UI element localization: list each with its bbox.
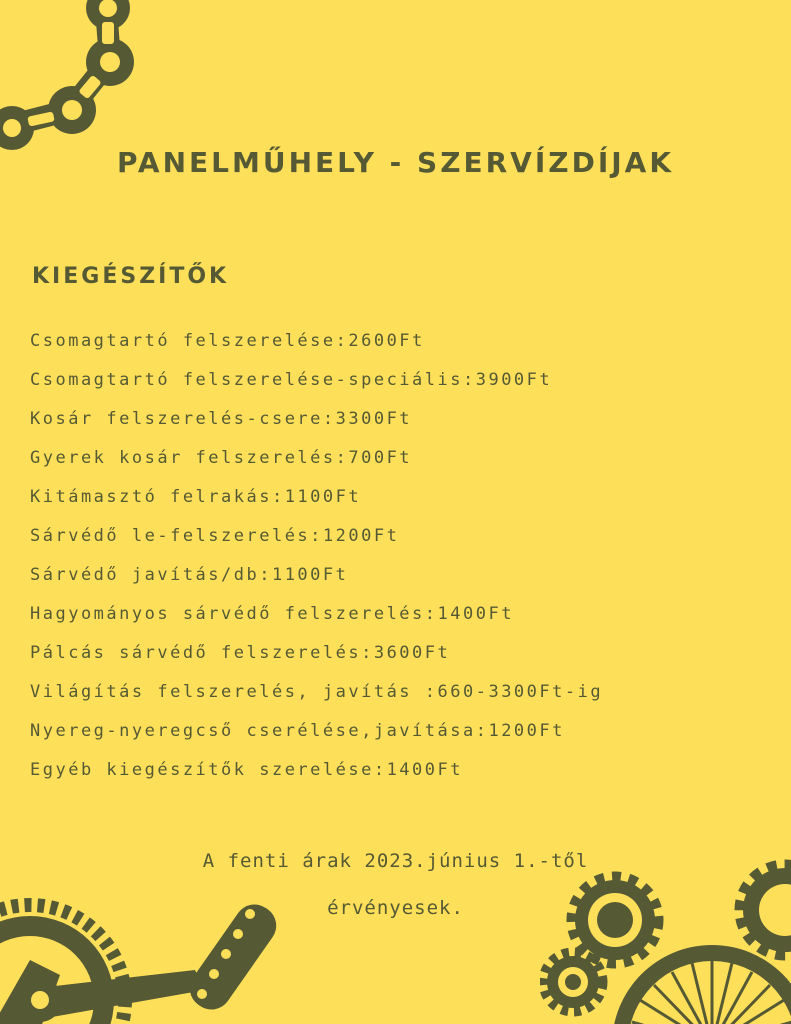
price-item: Csomagtartó felszerelése:2600Ft bbox=[30, 331, 425, 351]
price-item: Hagyományos sárvédő felszerelés:1400Ft bbox=[30, 604, 514, 624]
price-item: Sárvédő le-felszerelés:1200Ft bbox=[30, 526, 400, 546]
price-item: Kosár felszerelés-csere:3300Ft bbox=[30, 409, 413, 429]
validity-note-line-1: A fenti árak 2023.június 1.-től bbox=[202, 850, 589, 872]
price-item: Gyerek kosár felszerelés:700Ft bbox=[30, 448, 413, 468]
price-item: Egyéb kiegészítők szerelése:1400Ft bbox=[30, 760, 463, 780]
price-item: Sárvédő javítás/db:1100Ft bbox=[30, 565, 349, 585]
price-item: Csomagtartó felszerelése-speciális:3900Ft bbox=[30, 370, 553, 390]
price-item: Világítás felszerelés, javítás :660-3300Ft-ig bbox=[30, 682, 604, 702]
price-item: Pálcás sárvédő felszerelés:3600Ft bbox=[30, 643, 451, 663]
price-item: Nyereg-nyeregcső cserélése,javítása:1200Ft bbox=[30, 721, 565, 741]
page-title: PANELMŰHELY - SZERVÍZDÍJAK bbox=[116, 146, 675, 179]
validity-note-line-2: érvényesek. bbox=[327, 897, 464, 919]
crankset-icon bbox=[0, 880, 290, 1024]
price-item: Kitámasztó felrakás:1100Ft bbox=[30, 487, 362, 507]
section-title: KIEGÉSZÍTŐK bbox=[32, 264, 230, 289]
price-list bbox=[30, 330, 603, 798]
bike-wheel-icon bbox=[612, 930, 791, 1024]
bike-chain-icon bbox=[0, 0, 150, 160]
